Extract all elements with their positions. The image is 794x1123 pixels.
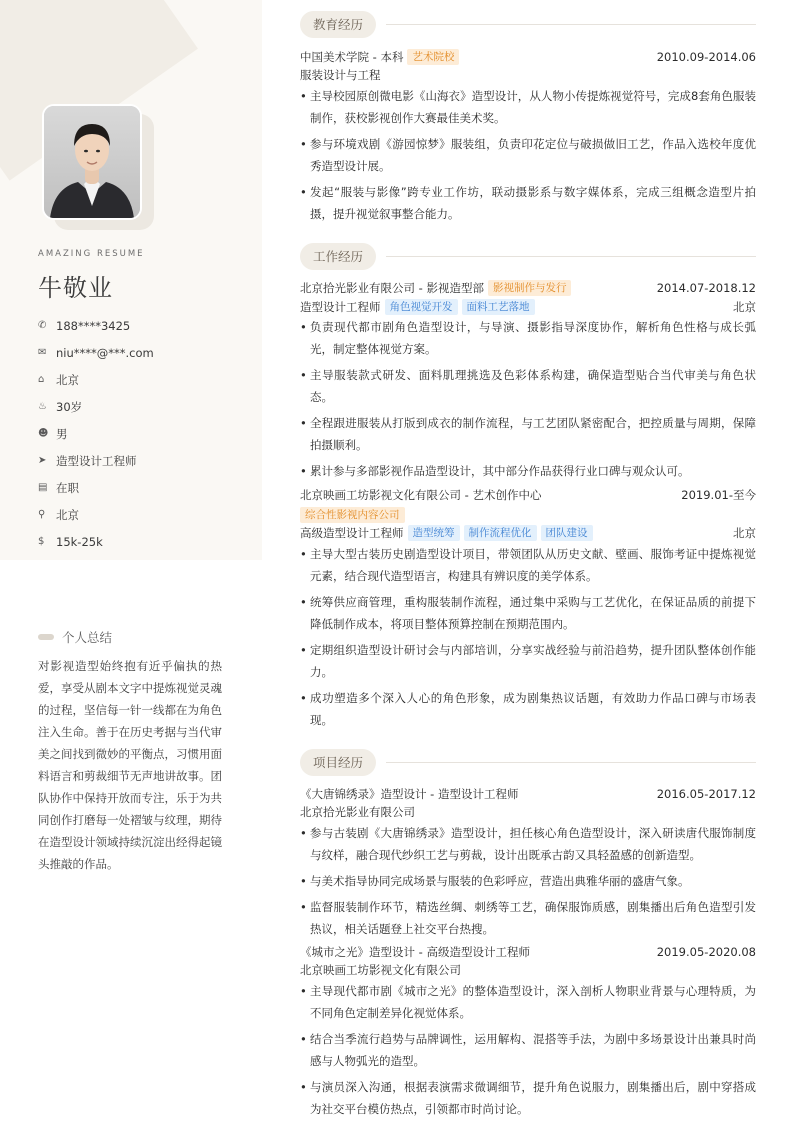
candidate-name: 牛敬业 — [38, 274, 113, 302]
role-tag: 角色视觉开发 — [385, 299, 458, 315]
project-company-row — [300, 962, 756, 978]
info-salary — [38, 528, 253, 555]
list-item: • 与美术指导协同完成场景与服装的色彩呼应，营造出典雅华丽的盛唐气象。 — [300, 870, 756, 892]
list-item: • 主导服装款式研发、面料肌理挑选及色彩体系构建，确保造型贴合当代审美与角色状态。 — [300, 364, 756, 408]
gender-icon: ☻ — [38, 428, 49, 439]
list-item: • 主导大型古装历史剧造型设计项目，带领团队从历史文献、壁画、服饰考证中提炼视觉元素，结合现代造型语言，构建具有辨识度的美学体系。 — [300, 543, 756, 587]
project-name: 《城市之光》造型设计 - 高级造型设计工程师 — [300, 945, 530, 959]
send-icon: ➤ — [38, 455, 47, 466]
info-text: 北京 — [56, 372, 79, 387]
section-work-heading — [300, 243, 756, 270]
salary-icon: $ — [38, 536, 45, 547]
section-divider — [386, 256, 756, 257]
profile-photo — [42, 104, 142, 220]
job-role-row — [300, 525, 756, 541]
info-phone — [38, 312, 253, 339]
project-date: 2019.05-2020.08 — [656, 945, 756, 959]
info-text: 15k-25k — [56, 534, 103, 549]
avatar-portrait-icon — [44, 106, 140, 218]
list-item: • 累计参与多部影视作品造型设计，其中部分作品获得行业口碑与观众认可。 — [300, 460, 756, 482]
job-header — [300, 280, 756, 296]
education-major-row — [300, 67, 756, 83]
info-age — [38, 393, 253, 420]
info-status — [38, 474, 253, 501]
list-item: • 参与古装剧《大唐锦绣录》造型设计，担任核心角色造型设计，深入研读唐代服饰制度与纹样，融合现代纱织工艺与剪裁，设计出既承古韵又具轻盈感的创新造型。 — [300, 822, 756, 866]
job-city: 北京 — [733, 300, 756, 314]
company-tag: 影视制作与发行 — [488, 280, 572, 296]
info-text: 北京 — [56, 507, 79, 522]
summary-heading — [38, 628, 112, 646]
section-title: 教育经历 — [300, 11, 376, 38]
company-tag: 综合性影视内容公司 — [300, 507, 405, 523]
project-company: 北京映画工坊影视文化有限公司 — [300, 963, 461, 977]
sidebar — [0, 0, 262, 1123]
company-name: 北京拾光影业有限公司 - 影视造型部 — [300, 281, 484, 295]
project-name: 《大唐锦绣录》造型设计 - 造型设计工程师 — [300, 787, 519, 801]
job-city: 北京 — [733, 526, 756, 540]
list-item: • 统筹供应商管理，重构服装制作流程，通过集中采购与工艺优化，在保证品质的前提下降低制作成本，将项目整体预算控制在预期范围内。 — [300, 591, 756, 635]
education-date: 2010.09-2014.06 — [656, 50, 756, 64]
home-icon: ⌂ — [38, 374, 45, 385]
job-date: 2014.07-2018.12 — [656, 281, 756, 295]
summary-title: 个人总结 — [62, 630, 113, 645]
role-tag: 造型统筹 — [408, 525, 460, 541]
job-role: 造型设计工程师 — [300, 300, 381, 314]
project-company: 北京拾光影业有限公司 — [300, 805, 415, 819]
list-item: • 负责现代都市剧角色造型设计，与导演、摄影指导深度协作，解析角色性格与成长弧光，制定整体视觉方案。 — [300, 316, 756, 360]
cake-icon: ♨ — [38, 401, 47, 412]
info-text: 30岁 — [56, 399, 83, 414]
role-tag: 面料工艺落地 — [462, 299, 535, 315]
school-name: 中国美术学院 - 本科 — [300, 50, 404, 64]
avatar — [42, 104, 142, 220]
status-icon: ▤ — [38, 482, 48, 493]
resume-tagline: AMAZING RESUME — [38, 249, 145, 259]
list-item: • 定期组织造型设计研讨会与内部培训，分享实战经验与前沿趋势，提升团队整体创作能力。 — [300, 639, 756, 683]
list-item: • 参与环境戏剧《游园惊梦》服装组，负责印花定位与破损做旧工艺，作品入选校年度优秀造型设计展。 — [300, 133, 756, 177]
project-header — [300, 786, 756, 802]
contact-info-list — [38, 312, 253, 555]
role-tag: 团队建设 — [541, 525, 593, 541]
section-projects-heading — [300, 749, 756, 776]
list-item: • 主导现代都市剧《城市之光》的整体造型设计，深入剖析人物职业背景与心理特质，为不同角色定制差异化视觉体系。 — [300, 980, 756, 1024]
info-email — [38, 339, 253, 366]
info-text: 造型设计工程师 — [56, 453, 137, 468]
section-divider — [386, 24, 756, 25]
project-header — [300, 944, 756, 960]
job-date: 2019.01-至今 — [681, 488, 756, 502]
section-divider — [386, 762, 756, 763]
info-residence — [38, 366, 253, 393]
info-gender — [38, 420, 253, 447]
company-tag-row — [300, 507, 756, 523]
section-education-heading — [300, 11, 756, 38]
list-item: • 主导校园原创微电影《山海衣》造型设计，从人物小传提炼视觉符号，完成8套角色服装制作，获校影视创作大赛最佳美术奖。 — [300, 85, 756, 129]
list-item: • 发起“服装与影像”跨专业工作坊，联动摄影系与数字媒体系，完成三组概念造型片拍摄，提升视觉叙事整合能力。 — [300, 181, 756, 225]
section-title: 工作经历 — [300, 243, 376, 270]
job-role: 高级造型设计工程师 — [300, 526, 404, 540]
info-text: 在职 — [56, 480, 79, 495]
list-item: • 监督服装制作环节，精选丝绸、刺绣等工艺，确保服饰质感，剧集播出后角色造型引发热议，相关话题登上社交平台热搜。 — [300, 896, 756, 940]
project-date: 2016.05-2017.12 — [656, 787, 756, 801]
project-company-row — [300, 804, 756, 820]
info-text: 188****3425 — [56, 318, 131, 333]
list-item: • 成功塑造多个深入人心的角色形象，成为剧集热议话题，有效助力作品口碑与市场表现。 — [300, 687, 756, 731]
list-item: • 与演员深入沟通，根据表演需求微调细节，提升角色说服力，剧集播出后，剧中穿搭成为社交平台模仿热点，引领都市时尚讨论。 — [300, 1076, 756, 1120]
company-name: 北京映画工坊影视文化有限公司 - 艺术创作中心 — [300, 488, 542, 502]
section-title: 项目经历 — [300, 749, 376, 776]
mail-icon: ✉ — [38, 347, 47, 358]
school-tag: 艺术院校 — [407, 49, 459, 65]
summary-bar-decoration — [38, 634, 54, 640]
phone-icon: ✆ — [38, 320, 47, 331]
role-tag: 制作流程优化 — [464, 525, 537, 541]
info-job-target — [38, 447, 253, 474]
education-header — [300, 49, 756, 65]
list-item: • 全程跟进服装从打版到成衣的制作流程，与工艺团队紧密配合，把控质量与周期，保障拍摄顺利。 — [300, 412, 756, 456]
location-icon: ⚲ — [38, 509, 46, 520]
job-role-row — [300, 299, 756, 315]
list-item: • 结合当季流行趋势与品牌调性，运用解构、混搭等手法，为剧中多场景设计出兼具时尚感与人物弧光的造型。 — [300, 1028, 756, 1072]
info-text: niu****@***.com — [56, 345, 154, 360]
summary-text: 对影视造型始终抱有近乎偏执的热爱，享受从剧本文字中提炼视觉灵魂的过程，坚信每一针一线都在为角色注入生命。善于在历史考据与当代审美之间找到微妙的平衡点，习惯用面料语言和剪裁细节无声地讲故事。团队协作中保持开放而专注，乐于为共同创作打磨每一处褶皱与纹理，期待在造型设计领域持续沉淀出经得起镜头推敲的作品。 — [38, 659, 222, 871]
info-text: 男 — [56, 426, 68, 441]
major: 服装设计与工程 — [300, 68, 381, 82]
info-target-city — [38, 501, 253, 528]
job-header — [300, 487, 756, 503]
